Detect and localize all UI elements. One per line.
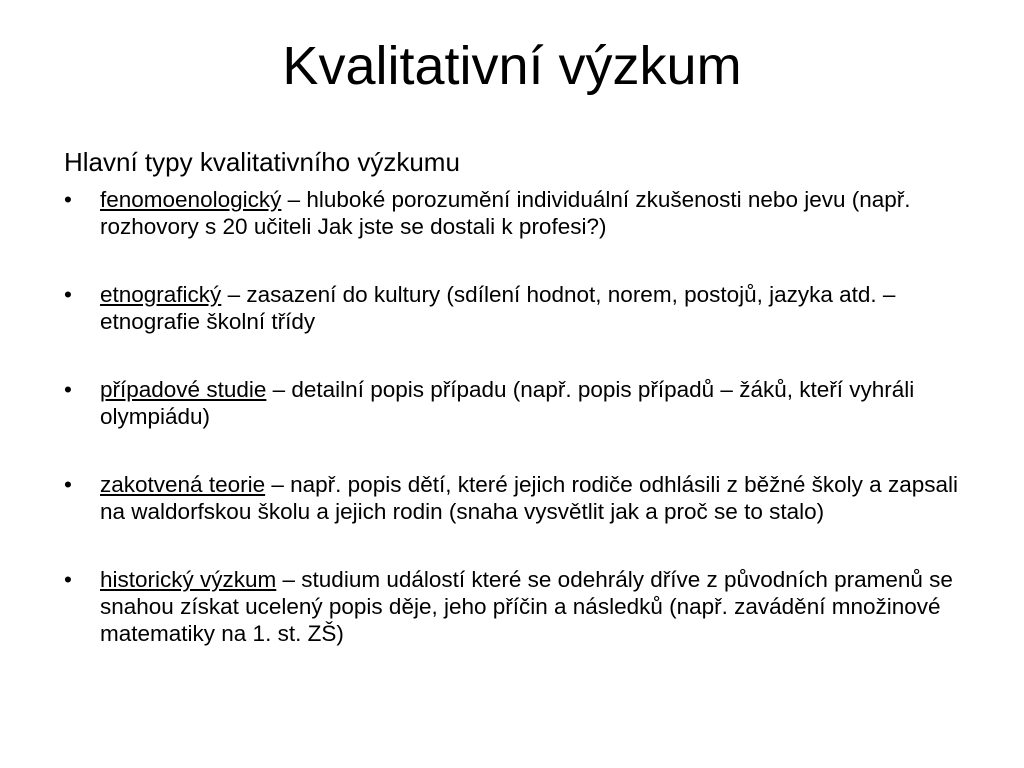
bullet-dot-icon: • (64, 187, 72, 212)
bullet-term: fenomoenologický (100, 187, 282, 212)
bullet-item-zakotvena-teorie (64, 471, 964, 525)
bullet-item-fenomenologicky (64, 186, 964, 240)
slide-subtitle: Hlavní typy kvalitativního výzkumu (64, 147, 460, 177)
slide-title: Kvalitativní výzkum (282, 36, 742, 96)
bullet-text: – hluboké porozumění individuální zkušenosti nebo jevu (např. rozhovory s 20 učiteli Jak jste se dostali k profesi?) (100, 187, 911, 239)
bullet-dot-icon: • (64, 282, 72, 307)
bullet-text: – např. popis dětí, které jejich rodiče odhlásili z běžné školy a zapsali na waldorfskou školu a jejich rodin (snaha vysvětlit jak a proč se to stalo) (100, 472, 958, 524)
bullet-dot-icon: • (64, 567, 72, 592)
bullet-dot-icon: • (64, 377, 72, 402)
bullet-item-etnograficky (64, 281, 964, 335)
bullet-term: případové studie (100, 377, 267, 402)
bullet-item-pripadove-studie (64, 376, 964, 430)
bullet-text: – studium událostí které se odehrály dříve z původních pramenů se snahou získat ucelený popis děje, jeho příčin a následků (např. zavádění množinové matematiky na 1. st. ZŠ) (100, 567, 953, 646)
bullet-text: – detailní popis případu (např. popis případů – žáků, kteří vyhráli olympiádu) (100, 377, 915, 429)
bullet-dot-icon: • (64, 472, 72, 497)
bullet-item-historicky-vyzkum (64, 566, 964, 647)
bullet-list (64, 186, 964, 688)
bullet-text: – zasazení do kultury (sdílení hodnot, norem, postojů, jazyka atd. – etnografie školní třídy (100, 282, 896, 334)
bullet-term: historický výzkum (100, 567, 277, 592)
bullet-term: zakotvená teorie (100, 472, 266, 497)
bullet-term: etnografický (100, 282, 222, 307)
